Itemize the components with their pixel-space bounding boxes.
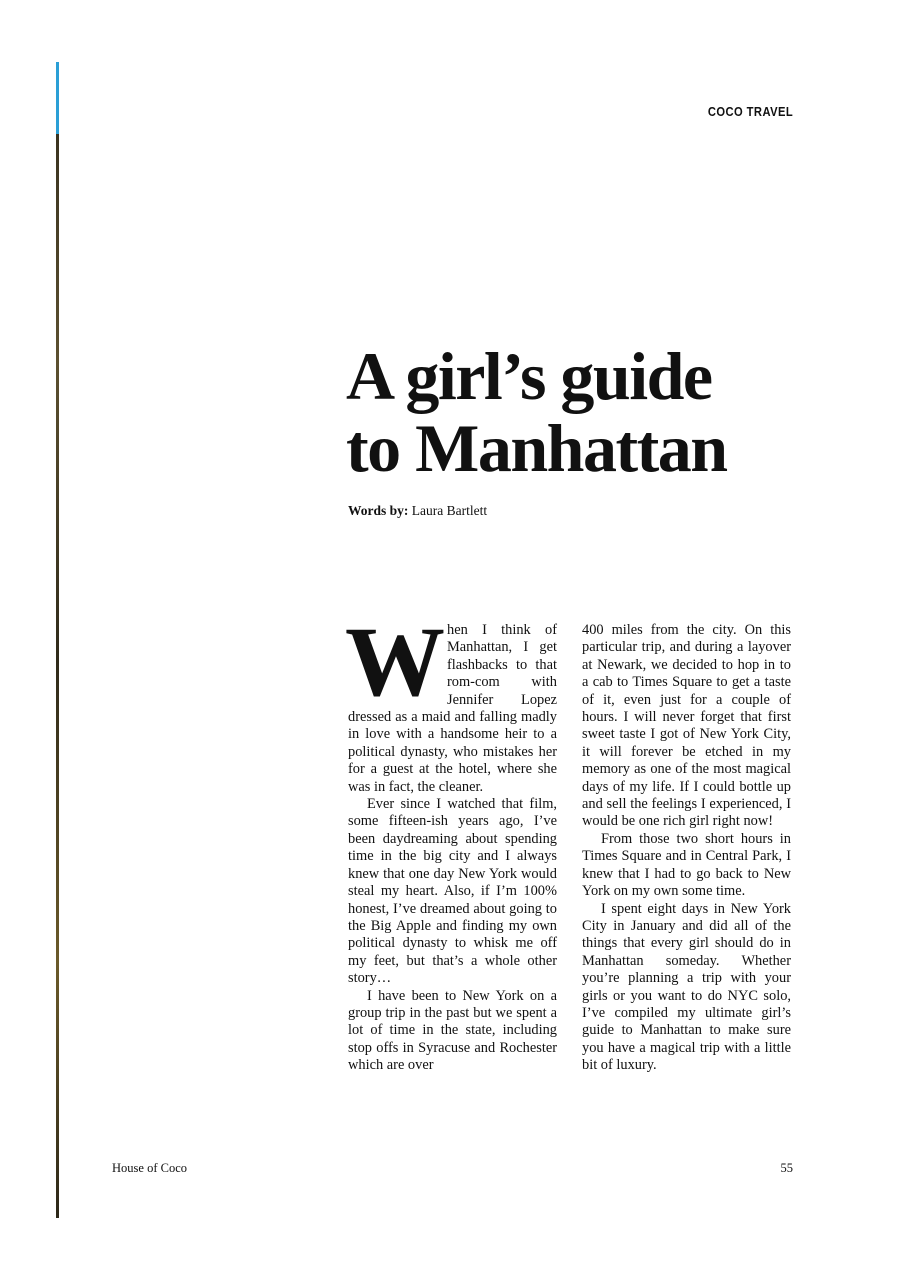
byline: [348, 503, 487, 519]
title-line-2: to Manhattan: [346, 410, 727, 486]
paragraph: I have been to New York on a group trip in the past but we spent a lot of time in the state, including stop offs in Syracuse and Rochester which are over: [348, 987, 557, 1074]
article-column-left: [345, 606, 557, 1075]
byline-label: Words by:: [348, 503, 409, 518]
title-line-1: A girl’s guide: [346, 338, 712, 414]
page-edge-strip: [56, 62, 59, 1218]
footer-publication: House of Coco: [112, 1161, 187, 1175]
paragraph: From those two short hours in Times Square and in Central Park, I knew that I had to go back to New York on my own some time.: [582, 830, 791, 900]
paragraph: 400 miles from the city. On this particular trip, and during a layover at Newark, we decided to hop in to a cab to Times Square to get a taste of it, even just for a couple of hours. I will never forget that first sweet taste I got of New York City, it will forever be etched in my memory as one of the most magical days of my life. If I could bottle up and sell the feelings I experienced, I would be one rich girl right now!: [582, 622, 791, 830]
byline-author: Laura Bartlett: [411, 503, 488, 518]
paragraph-text: hen I think of Manhattan, I get flashbacks to that rom-com with Jennifer Lopez dressed as a maid and falling madly in love with a handsome heir to a political dynasty, who mistakes her for a guest at the hotel, where she was in fact, the cleaner.: [348, 622, 557, 795]
article-title: [346, 340, 766, 484]
paragraph: [345, 606, 557, 796]
drop-cap: W: [345, 606, 441, 717]
paragraph: I spent eight days in New York City in January and did all of the things that every girl should do in Manhattan someday. Whether you’re planning a trip with your girls or you want to do NYC solo, I’ve compiled my ultimate girl’s guide to Manhattan to make sure you have a magical trip with a little bit of luxury.: [582, 900, 791, 1074]
article-column-right: [582, 622, 791, 1075]
paragraph: Ever since I watched that film, some fifteen-ish years ago, I’ve been daydreaming about spending time in the big city and I always knew that one day New York would steal my heart. Also, if I’m 100% honest, I’ve dreamed about going to the Big Apple and finding my own political dynasty to whisk me off my feet, but that’s a whole other story…: [348, 796, 557, 987]
footer-page-number: 55: [780, 1161, 793, 1175]
section-label: COCO TRAVEL: [707, 104, 793, 119]
